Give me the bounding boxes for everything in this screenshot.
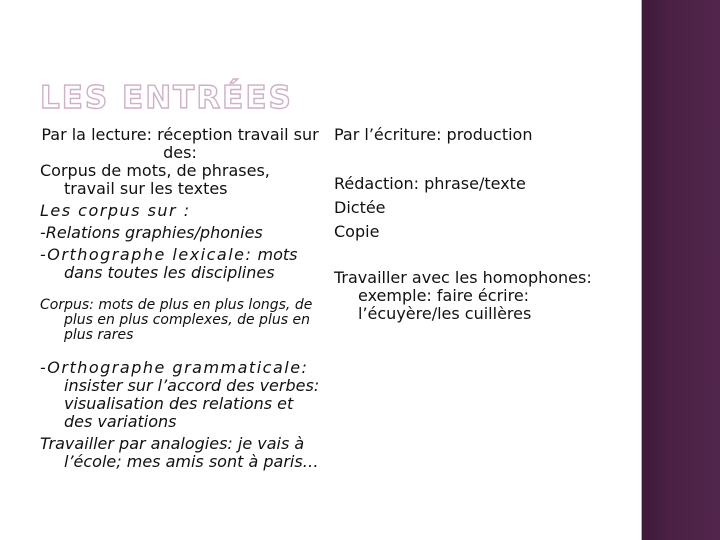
right-heading: Par l’écriture: production bbox=[334, 125, 533, 144]
right-items-list bbox=[334, 172, 634, 244]
orthographe-lexicale bbox=[40, 246, 320, 282]
analogies-line: Travailler par analogies: je vais à l’école; mes amis sont à paris… bbox=[40, 434, 319, 471]
orthographe-lexicale-label: -Orthographe lexicale: bbox=[40, 245, 253, 264]
orthographe-grammaticale-label: -Orthographe grammaticale: bbox=[40, 358, 309, 377]
homophones-line: Travailler avec les homophones: exemple: faire écrire: l’écuyère/les cuillères bbox=[334, 268, 592, 323]
relations-line: -Relations graphies/phonies bbox=[40, 223, 263, 242]
orthographe-grammaticale bbox=[40, 359, 320, 431]
corpus-sur-line: Les corpus sur : bbox=[40, 201, 191, 220]
orthographe-lexicale-text: mots dans toutes les disciplines bbox=[64, 245, 298, 282]
left-column bbox=[40, 126, 320, 471]
slide-title: LES ENTRÉES bbox=[40, 80, 293, 116]
decorative-side-panel bbox=[642, 0, 720, 540]
right-item-redaction: Rédaction: phrase/texte bbox=[334, 174, 526, 193]
right-item-dictee: Dictée bbox=[334, 198, 386, 217]
orthographe-grammaticale-text: insister sur l’accord des verbes: visualisation des relations et des variations bbox=[64, 376, 320, 431]
right-item-copie: Copie bbox=[334, 222, 380, 241]
left-heading: Par la lecture: réception travail sur des: bbox=[41, 125, 319, 162]
corpus-note: Corpus: mots de plus en plus longs, de plus en plus complexes, de plus en plus rares bbox=[40, 297, 313, 343]
corpus-line: Corpus de mots, de phrases, travail sur les textes bbox=[40, 161, 270, 198]
right-column bbox=[334, 126, 634, 323]
